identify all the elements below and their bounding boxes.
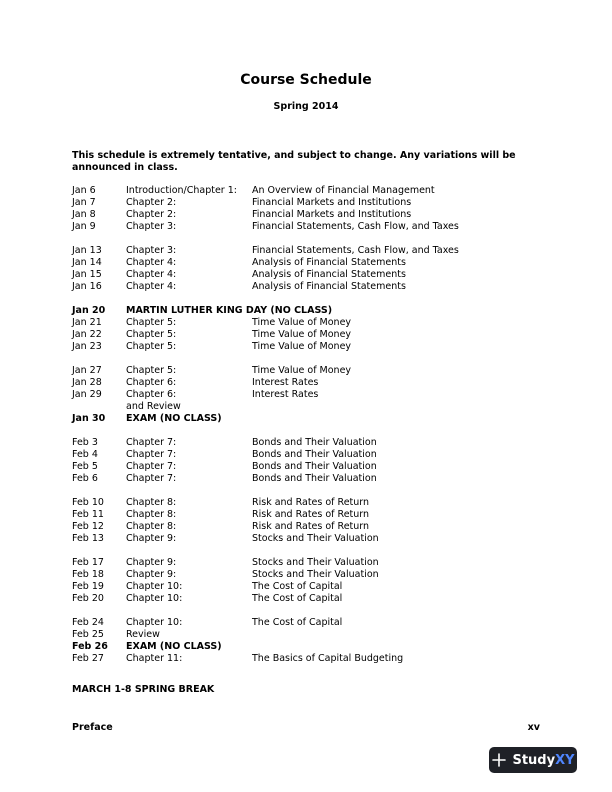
- page-subtitle: Spring 2014: [273, 101, 339, 112]
- schedule-row: [72, 365, 542, 377]
- schedule-row: [72, 641, 542, 653]
- schedule-chapter: Chapter 7:: [126, 449, 177, 460]
- schedule-row: [72, 221, 542, 233]
- badge-brand-accent: XY: [555, 752, 575, 768]
- schedule-topic: Risk and Rates of Return: [252, 509, 370, 520]
- schedule-chapter: Chapter 8:: [126, 509, 177, 520]
- schedule-chapter: Chapter 5:: [126, 329, 177, 340]
- schedule-topic: Interest Rates: [252, 377, 319, 388]
- schedule-row: [72, 593, 542, 605]
- schedule-topic: Interest Rates: [252, 389, 319, 400]
- schedule-topic: Bonds and Their Valuation: [252, 461, 377, 472]
- schedule-row: [72, 521, 542, 533]
- schedule-chapter: Chapter 8:: [126, 497, 177, 508]
- schedule-date: Jan 27: [72, 365, 102, 376]
- schedule-row: [72, 509, 542, 521]
- footer-page-number: xv: [527, 722, 540, 733]
- schedule-chapter: Chapter 10:: [126, 617, 183, 628]
- schedule-row: [72, 437, 542, 449]
- schedule-date: Jan 30: [72, 413, 106, 424]
- schedule-chapter: Chapter 5:: [126, 341, 177, 352]
- schedule-chapter: Chapter 2:: [126, 209, 177, 220]
- schedule-date: Jan 6: [72, 185, 96, 196]
- schedule-topic: Financial Markets and Institutions: [252, 209, 412, 220]
- schedule-row: [72, 209, 542, 221]
- schedule-row: [72, 269, 542, 281]
- schedule-date: Feb 27: [72, 653, 104, 664]
- schedule-topic: Risk and Rates of Return: [252, 521, 370, 532]
- schedule-date: Jan 22: [72, 329, 102, 340]
- schedule-notice: This schedule is extremely tentative, and subject to change. Any variations will be announced in class.: [72, 150, 516, 173]
- schedule-chapter: Review: [126, 629, 160, 640]
- schedule-date: Jan 7: [72, 197, 96, 208]
- schedule-topic: The Cost of Capital: [252, 581, 343, 592]
- schedule-topic: Analysis of Financial Statements: [252, 257, 406, 268]
- schedule-row: [72, 497, 542, 509]
- schedule-row: [72, 377, 542, 389]
- schedule-date: Feb 10: [72, 497, 104, 508]
- schedule-chapter: Chapter 9:: [126, 569, 177, 580]
- schedule-date: Feb 17: [72, 557, 104, 568]
- schedule-row: [72, 557, 542, 569]
- schedule-row: [72, 185, 542, 197]
- schedule-row: [72, 629, 542, 641]
- page-title: Course Schedule: [240, 72, 372, 88]
- schedule-chapter: Chapter 3:: [126, 245, 177, 256]
- schedule-chapter: Chapter 8:: [126, 521, 177, 532]
- schedule-topic: Time Value of Money: [252, 317, 352, 328]
- schedule-row: [72, 245, 542, 257]
- studyxy-badge[interactable]: [489, 747, 577, 773]
- schedule-row: [72, 257, 542, 269]
- schedule-date: Jan 23: [72, 341, 102, 352]
- schedule-date: Feb 26: [72, 641, 108, 652]
- schedule-date: Jan 8: [72, 209, 96, 220]
- schedule-chapter: Chapter 10:: [126, 581, 183, 592]
- schedule-date: Jan 21: [72, 317, 102, 328]
- spring-break-note: MARCH 1-8 SPRING BREAK: [72, 684, 215, 695]
- schedule-chapter: Chapter 4:: [126, 269, 177, 280]
- schedule-topic: Stocks and Their Valuation: [252, 569, 379, 580]
- schedule-chapter: Chapter 9:: [126, 533, 177, 544]
- schedule-row: [72, 305, 542, 317]
- schedule-topic: Bonds and Their Valuation: [252, 437, 377, 448]
- schedule-date: Feb 4: [72, 449, 98, 460]
- schedule-topic: Stocks and Their Valuation: [252, 533, 379, 544]
- schedule-row: [72, 413, 542, 425]
- schedule-date: Feb 11: [72, 509, 104, 520]
- schedule-row: [72, 569, 542, 581]
- schedule-chapter: Chapter 3:: [126, 221, 177, 232]
- schedule-topic: The Cost of Capital: [252, 617, 343, 628]
- schedule-chapter: EXAM (NO CLASS): [126, 641, 222, 652]
- schedule-topic: Bonds and Their Valuation: [252, 449, 377, 460]
- schedule-chapter: MARTIN LUTHER KING DAY (NO CLASS): [126, 305, 333, 316]
- schedule-row: [72, 329, 542, 341]
- schedule-date: Feb 24: [72, 617, 104, 628]
- schedule-topic: Stocks and Their Valuation: [252, 557, 379, 568]
- schedule-chapter: Chapter 10:: [126, 593, 183, 604]
- schedule-chapter: Chapter 7:: [126, 437, 177, 448]
- schedule-date: Feb 20: [72, 593, 104, 604]
- schedule-chapter: Chapter 4:: [126, 281, 177, 292]
- schedule-date: Feb 18: [72, 569, 104, 580]
- schedule-date: Jan 28: [72, 377, 102, 388]
- schedule-row: [72, 473, 542, 485]
- schedule-topic: Time Value of Money: [252, 341, 352, 352]
- schedule-date: Jan 9: [72, 221, 96, 232]
- schedule-topic: Time Value of Money: [252, 329, 352, 340]
- schedule-date: Feb 13: [72, 533, 104, 544]
- schedule-chapter: Chapter 11:: [126, 653, 183, 664]
- schedule-date: Jan 20: [72, 305, 106, 316]
- schedule-date: Feb 12: [72, 521, 104, 532]
- schedule-row: [72, 449, 542, 461]
- schedule-date: Feb 3: [72, 437, 98, 448]
- badge-brand: [512, 753, 574, 768]
- schedule-date: Feb 5: [72, 461, 98, 472]
- schedule-row: [72, 401, 542, 413]
- schedule-row: [72, 341, 542, 353]
- schedule-topic: Analysis of Financial Statements: [252, 269, 406, 280]
- schedule-row: [72, 461, 542, 473]
- schedule-date: Jan 14: [72, 257, 102, 268]
- schedule-topic: Risk and Rates of Return: [252, 497, 370, 508]
- schedule-row: [72, 581, 542, 593]
- schedule-topic: Bonds and Their Valuation: [252, 473, 377, 484]
- schedule-chapter: EXAM (NO CLASS): [126, 413, 222, 424]
- schedule-row: [72, 317, 542, 329]
- schedule-chapter: and Review: [126, 401, 181, 412]
- schedule-topic: Analysis of Financial Statements: [252, 281, 406, 292]
- schedule-date: Feb 25: [72, 629, 104, 640]
- badge-brand-main: Study: [512, 752, 556, 768]
- schedule-row: [72, 653, 542, 665]
- schedule-chapter: Chapter 5:: [126, 317, 177, 328]
- plus-icon: [491, 752, 507, 768]
- schedule-topic: Financial Statements, Cash Flow, and Taxes: [252, 221, 459, 232]
- schedule-topic: The Basics of Capital Budgeting: [252, 653, 404, 664]
- schedule-date: Jan 15: [72, 269, 102, 280]
- schedule-row: [72, 281, 542, 293]
- schedule-topic: An Overview of Financial Management: [252, 185, 435, 196]
- schedule-chapter: Chapter 6:: [126, 377, 177, 388]
- footer-section-label: Preface: [72, 722, 113, 733]
- schedule-chapter: Chapter 7:: [126, 461, 177, 472]
- schedule-chapter: Introduction/Chapter 1:: [126, 185, 237, 196]
- schedule-chapter: Chapter 2:: [126, 197, 177, 208]
- schedule-chapter: Chapter 6:: [126, 389, 177, 400]
- schedule-date: Jan 13: [72, 245, 102, 256]
- schedule-chapter: Chapter 7:: [126, 473, 177, 484]
- schedule-row: [72, 197, 542, 209]
- schedule-row: [72, 533, 542, 545]
- schedule-topic: Financial Statements, Cash Flow, and Taxes: [252, 245, 459, 256]
- schedule-table: [72, 185, 542, 665]
- schedule-topic: The Cost of Capital: [252, 593, 343, 604]
- schedule-chapter: Chapter 5:: [126, 365, 177, 376]
- schedule-topic: Financial Markets and Institutions: [252, 197, 412, 208]
- schedule-date: Jan 29: [72, 389, 102, 400]
- schedule-row: [72, 617, 542, 629]
- schedule-row: [72, 389, 542, 401]
- schedule-date: Feb 19: [72, 581, 104, 592]
- schedule-date: Feb 6: [72, 473, 98, 484]
- schedule-chapter: Chapter 4:: [126, 257, 177, 268]
- schedule-date: Jan 16: [72, 281, 102, 292]
- schedule-chapter: Chapter 9:: [126, 557, 177, 568]
- schedule-topic: Time Value of Money: [252, 365, 352, 376]
